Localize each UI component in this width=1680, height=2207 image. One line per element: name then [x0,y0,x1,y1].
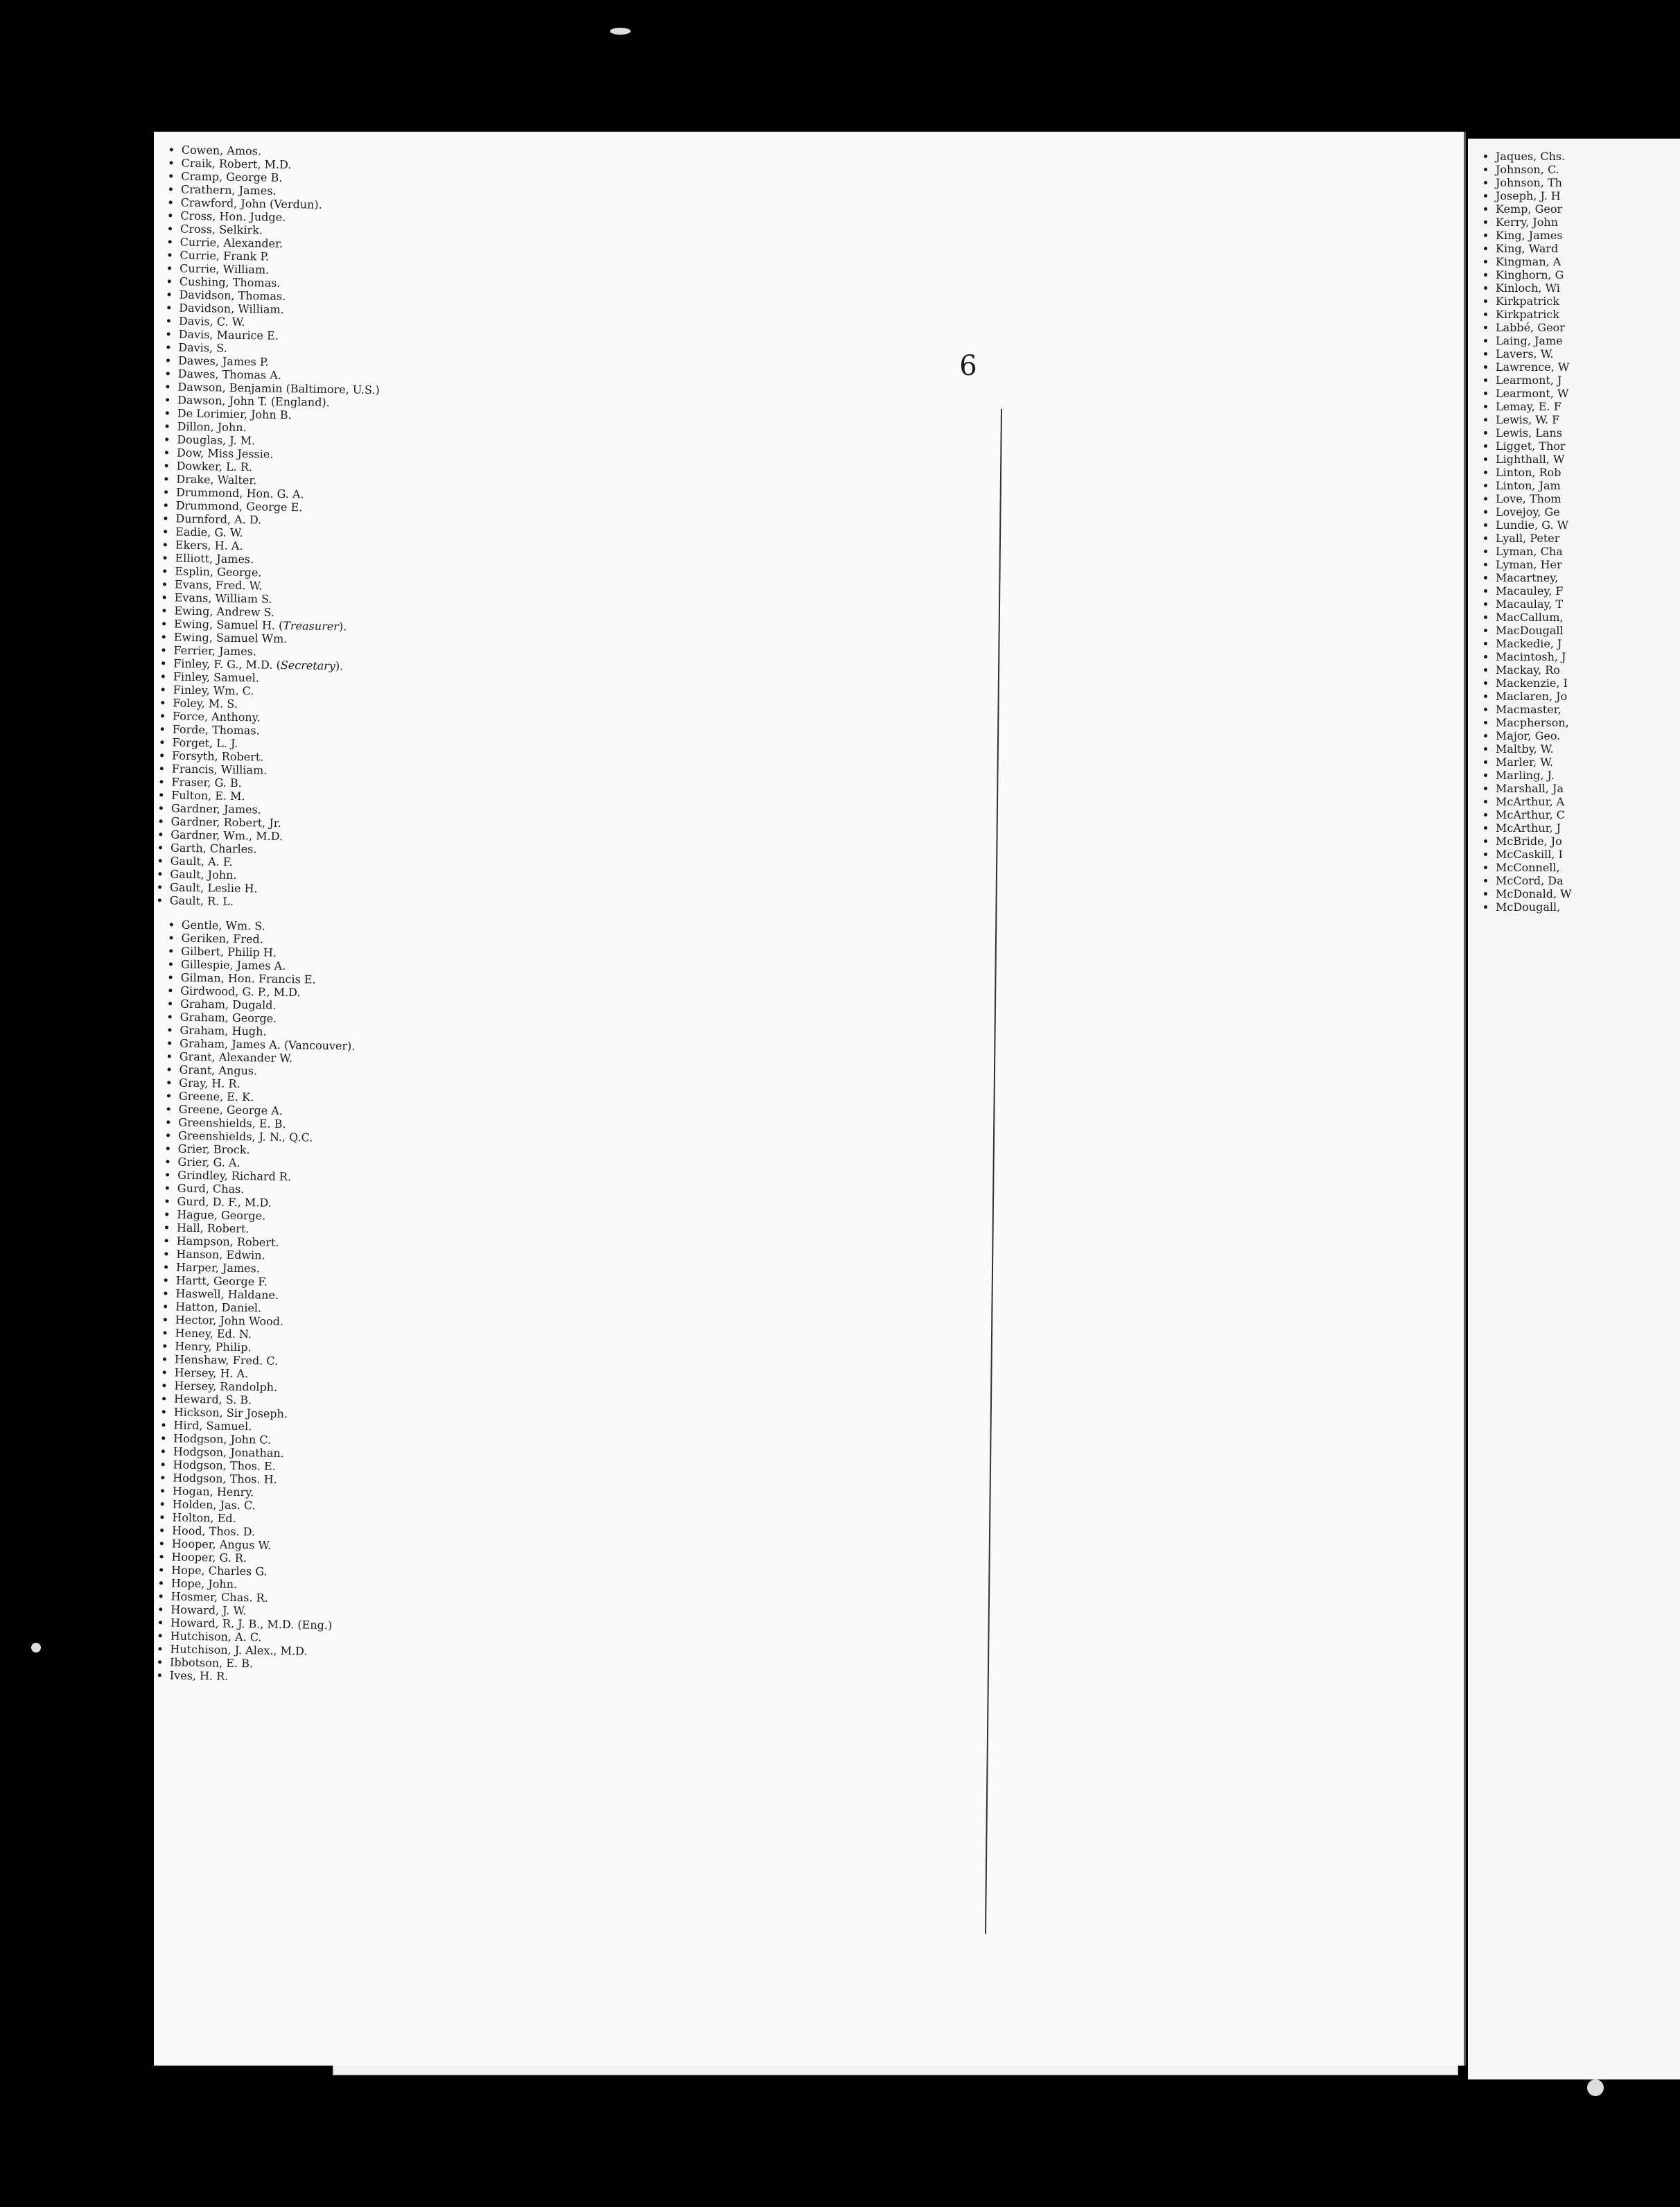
member-name: • Mackedie, J [1496,637,1680,650]
member-name: • Gray, H. R. [179,1076,1461,1110]
member-name: • Hector, John Wood. [175,1314,1458,1347]
member-name: • Kirkpatrick [1496,308,1680,321]
member-name: • Lyall, Peter [1496,532,1680,545]
member-name: • Fraser, G. B. [171,776,1453,809]
member-name: • Forde, Thomas. [173,723,1455,756]
member-name: • De Lorimier, John B. [177,407,1460,440]
member-name: • Gilman, Hon. Francis E. [181,971,1463,1004]
member-name: • Finley, Wm. C. [173,683,1455,717]
member-name: • Hodgson, Thos. H. [173,1472,1455,1505]
member-name: • Ekers, H. A. [175,539,1458,572]
member-name: • Howard, J. W. [170,1603,1453,1637]
member-name: • Holden, Jas. C. [173,1498,1455,1531]
member-name: • Macintosh, J [1496,650,1680,663]
member-name: • Durnford, A. D. [175,512,1458,546]
member-name: • Jaques, Chs. [1496,150,1680,163]
member-name: • Dawes, James P. [178,354,1460,387]
member-name: • Esplin, George. [175,565,1457,598]
member-name: • Major, Geo. [1496,729,1680,742]
member-name: • Harper, James. [176,1261,1458,1294]
member-name: • McArthur, J [1496,821,1680,835]
member-name: • Elliott, James. [175,552,1457,585]
member-name: • Heward, S. B. [174,1393,1456,1426]
member-name: • Currie, William. [180,262,1462,295]
member-name: • Gardner, Wm., M.D. [170,828,1453,862]
member-name: • Maltby, W. [1496,742,1680,756]
member-name: • Linton, Jam [1496,479,1680,492]
member-name: • Craik, Robert, M.D. [181,157,1463,190]
member-name: • Linton, Rob [1496,466,1680,479]
name-column-3 [1468,150,1680,914]
member-name: • Macauley, F [1496,584,1680,597]
member-name: • MacCallum, [1496,611,1680,624]
member-name: • Davis, Maurice E. [179,328,1461,361]
member-name: • Grier, G. A. [177,1155,1460,1189]
member-name: • Fulton, E. M. [171,789,1453,822]
member-name: • Kirkpatrick [1496,295,1680,308]
member-name: • Greenshields, E. B. [178,1116,1460,1149]
member-name: • Ferrier, James. [173,644,1455,677]
member-name: • Hickson, Sir Joseph. [174,1406,1456,1439]
member-name: • Kingman, A [1496,255,1680,268]
dust-speck [610,28,631,35]
member-name: • Davis, S. [178,341,1460,374]
member-name: • Douglas, J. M. [177,433,1459,466]
member-name: • Hersey, Randolph. [174,1379,1456,1413]
member-name: • Heney, Ed. N. [175,1327,1457,1360]
member-name: • Macaulay, T [1496,597,1680,611]
member-name: • Gault, A. F. [170,855,1453,888]
dust-speck [1587,2079,1604,2096]
member-name: • Hosmer, Chas. R. [170,1590,1453,1623]
member-name: • Ives, H. R. [170,1668,1452,1702]
member-name: • King, James [1496,229,1680,242]
member-name: • McBride, Jo [1496,835,1680,848]
member-name: • Hooper, Angus W. [172,1537,1454,1571]
member-name: • Gault, R. L. [170,893,1452,927]
member-name: • Hall, Robert. [177,1221,1459,1255]
member-name: • Kinghorn, G [1496,268,1680,281]
member-name: • Macmaster, [1496,703,1680,716]
member-name: • Lewis, Lans [1496,426,1680,439]
member-name: • Henshaw, Fred. C. [175,1353,1457,1386]
member-name: • Graham, Hugh. [180,1024,1462,1057]
member-name: • Drummond, Hon. G. A. [176,486,1458,519]
member-name: • Hutchison, A. C. [170,1630,1453,1663]
member-name: • Gurd, D. F., M.D. [177,1195,1459,1228]
member-name: • Mackenzie, I [1496,677,1680,690]
member-name: • Gault, Leslie H. [170,880,1452,914]
member-name: • Cramp, George B. [181,170,1463,203]
member-name: • Cross, Hon. Judge. [180,209,1462,243]
member-name: • Davidson, Thomas. [179,288,1461,322]
member-name: • Forget, L. J. [172,736,1454,769]
member-name: • Hodgson, Jonathan. [173,1445,1455,1478]
member-name: • Finley, F. G., M.D. (Secretary). [173,657,1455,690]
member-name: • Eadie, G. W. [175,525,1458,559]
member-name: • Gillespie, James A. [181,958,1463,991]
member-name: • Hooper, G. R. [171,1551,1453,1584]
member-name: • Gardner, James. [171,802,1453,835]
member-name: • Kinloch, Wi [1496,281,1680,295]
member-name: • Graham, Dugald. [180,997,1462,1031]
member-name: • Howard, R. J. B., M.D. (Eng.) [170,1616,1453,1650]
member-name: • Davis, C. W. [179,315,1461,348]
member-name: • Greene, E. K. [179,1090,1461,1123]
member-name: • McCord, Da [1496,874,1680,887]
member-name: • Lawrence, W [1496,360,1680,374]
member-name: • Haswell, Haldane. [175,1287,1458,1320]
member-name: • Ewing, Samuel H. (Treasurer). [174,618,1456,651]
member-name: • McArthur, A [1496,795,1680,808]
member-name: • Lemay, E. F [1496,400,1680,413]
member-name: • Hope, John. [171,1577,1453,1610]
member-name: • McCaskill, I [1496,848,1680,861]
member-name: • Learmont, W [1496,387,1680,400]
member-name: • Lewis, W. F [1496,413,1680,426]
member-name: • Holton, Ed. [172,1511,1454,1544]
member-name: • McDougall, [1496,900,1680,914]
member-name: • Lyman, Her [1496,558,1680,571]
member-name: • Garth, Charles. [170,841,1453,875]
member-name: • Johnson, Th [1496,176,1680,189]
member-name: • Evans, William S. [175,591,1457,625]
member-name: • Dillon, John. [177,420,1459,453]
member-name: • McDonald, W [1496,887,1680,900]
page-number: 6 [959,350,977,382]
member-name: • Dow, Miss Jessie. [177,446,1459,480]
member-name: • McArthur, C [1496,808,1680,821]
member-name: • Forsyth, Robert. [172,749,1454,783]
member-name: • Hodgson, John C. [173,1432,1455,1465]
member-name: • Dawson, Benjamin (Baltimore, U.S.) [177,381,1460,414]
member-name: • Graham, George. [180,1011,1462,1044]
member-name: • Grindley, Richard R. [177,1169,1460,1202]
member-name: • MacDougall [1496,624,1680,637]
member-name: • Hood, Thos. D. [172,1524,1454,1558]
member-name: • Macartney, [1496,571,1680,584]
member-name: • Cushing, Thomas. [180,275,1462,308]
member-name: • Grier, Brock. [178,1142,1460,1176]
member-name: • Gardner, Robert, Jr. [170,815,1453,848]
member-name: • Currie, Frank P. [180,249,1462,282]
member-name: • Love, Thom [1496,492,1680,505]
dust-speck [31,1643,41,1652]
member-name: • King, Ward [1496,242,1680,255]
member-name: • Crawford, John (Verdun). [181,196,1463,229]
member-name: • Greene, George A. [179,1103,1461,1136]
name-column-1 [154,143,1464,927]
member-name: • Hanson, Edwin. [176,1248,1458,1281]
member-name: • Evans, Fred. W. [175,578,1457,611]
member-name: • Kerry, John [1496,216,1680,229]
member-name: • Force, Anthony. [173,710,1455,743]
member-name: • Maclaren, Jo [1496,690,1680,703]
member-name: • Crathern, James. [181,183,1463,216]
member-name: • Hogan, Henry. [173,1485,1455,1518]
member-name: • Lighthall, W [1496,453,1680,466]
member-name: • Lovejoy, Ge [1496,505,1680,518]
member-name: • Davidson, William. [179,302,1461,335]
member-name: • Graham, James A. (Vancouver). [180,1037,1462,1070]
member-name: • Geriken, Fred. [181,932,1463,965]
member-name: • Learmont, J [1496,374,1680,387]
member-name: • Hartt, George F. [176,1274,1458,1307]
member-name: • Lyman, Cha [1496,545,1680,558]
name-column-2 [154,918,1464,1702]
member-name: • Gurd, Chas. [177,1182,1460,1215]
member-name: • Marshall, Ja [1496,782,1680,795]
member-name: • Drummond, George E. [176,499,1458,532]
member-name: • Hatton, Daniel. [175,1300,1458,1334]
member-name: • Macpherson, [1496,716,1680,729]
member-name: • Hodgson, Thos. E. [173,1458,1455,1492]
member-name: • Marling, J. [1496,769,1680,782]
member-name: • Lundie, G. W [1496,518,1680,532]
member-name: • Drake, Walter. [176,473,1458,506]
member-name: • Greenshields, J. N., Q.C. [178,1129,1460,1162]
member-name: • McConnell, [1496,861,1680,874]
member-name: • Hird, Samuel. [173,1419,1455,1452]
member-name: • Labbé, Geor [1496,321,1680,334]
member-name: • Grant, Alexander W. [180,1050,1462,1083]
member-name: • Hague, George. [177,1208,1459,1241]
member-name: • Girdwood, G. P., M.D. [180,984,1462,1018]
member-name: • Joseph, J. H [1496,189,1680,202]
member-name: • Johnson, C. [1496,163,1680,176]
member-name: • Cowen, Amos. [182,143,1464,177]
member-name: • Dawson, John T. (England). [177,394,1460,427]
member-name: • Hope, Charles G. [171,1564,1453,1597]
left-page [154,132,1466,2066]
member-name: • Hersey, H. A. [175,1366,1457,1399]
member-name: • Foley, M. S. [173,697,1455,730]
member-name: • Gault, John. [170,867,1452,900]
member-name: • Lavers, W. [1496,347,1680,360]
member-name: • Finley, Samuel. [173,670,1455,704]
member-name: • Kemp, Geor [1496,202,1680,216]
member-name: • Ewing, Andrew S. [174,604,1456,638]
member-name: • Ewing, Samuel Wm. [174,631,1456,664]
member-name: • Francis, William. [172,762,1454,796]
member-name: • Currie, Alexander. [180,236,1462,269]
member-name: • Hutchison, J. Alex., M.D. [170,1642,1452,1675]
member-name: • Cross, Selkirk. [180,223,1462,256]
member-name: • Henry, Philip. [175,1340,1457,1373]
member-name: • Marler, W. [1496,756,1680,769]
member-name: • Dowker, L. R. [177,460,1459,493]
member-name: • Grant, Angus. [179,1063,1461,1097]
member-name: • Gentle, Wm. S. [182,918,1464,952]
member-name: • Ligget, Thor [1496,439,1680,453]
member-name: • Laing, Jame [1496,334,1680,347]
member-name: • Ibbotson, E. B. [170,1655,1452,1689]
member-name: • Mackay, Ro [1496,663,1680,677]
member-name: • Dawes, Thomas A. [178,367,1460,401]
right-page [1468,139,1680,2079]
member-name: • Gilbert, Philip H. [181,945,1463,978]
member-name: • Hampson, Robert. [177,1235,1459,1268]
